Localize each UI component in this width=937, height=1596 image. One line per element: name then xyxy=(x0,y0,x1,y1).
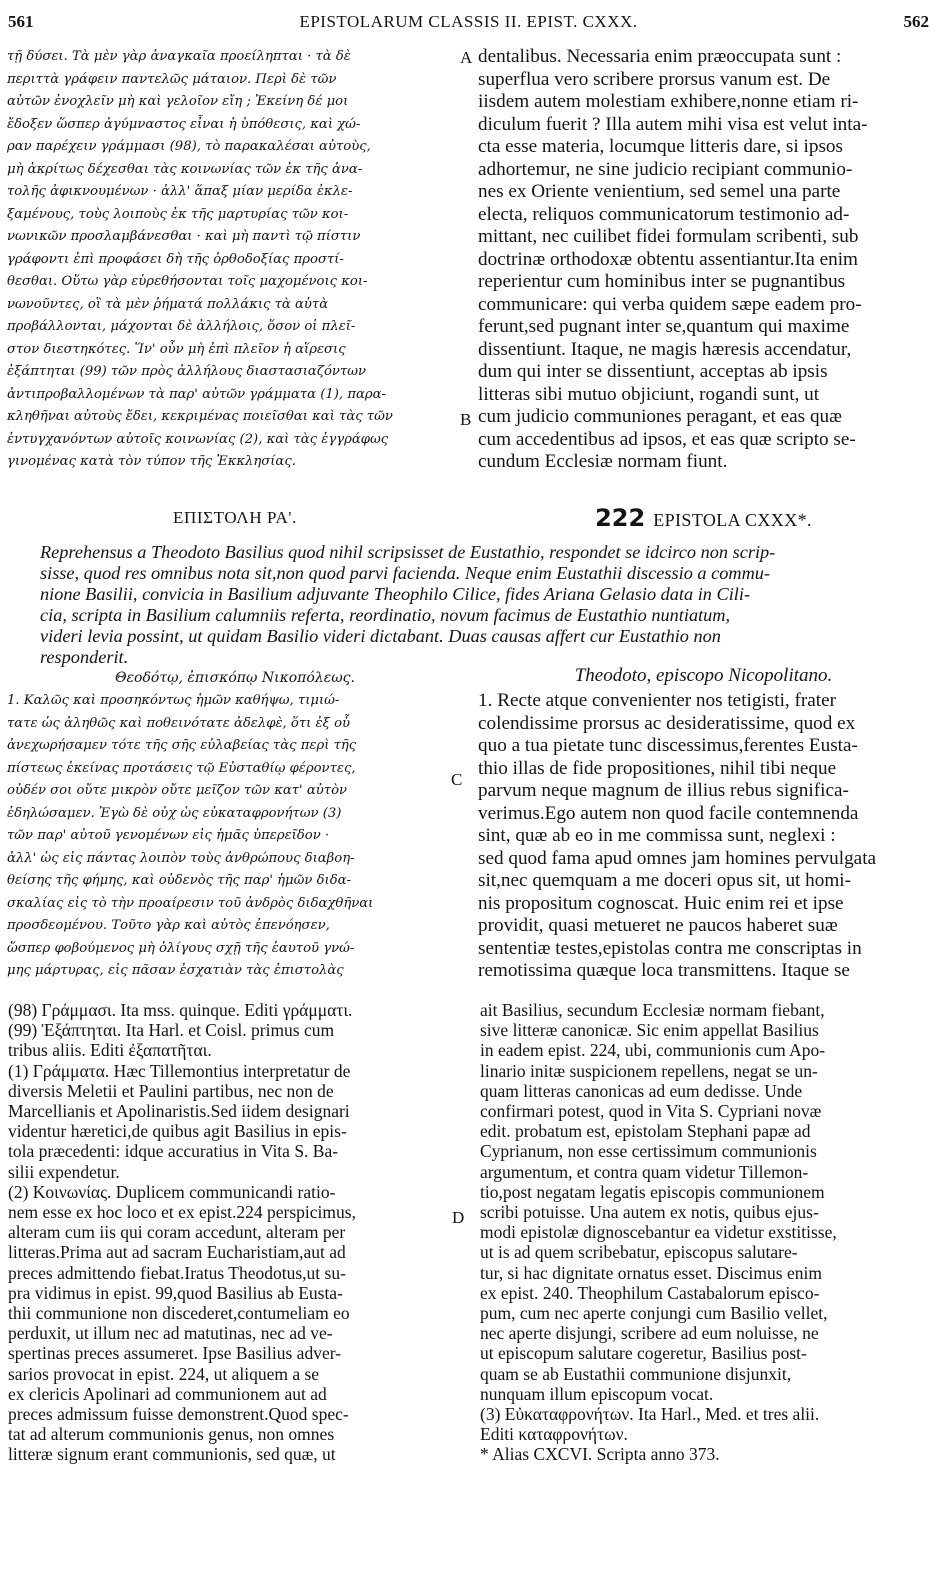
latin-line: litteras sibi mutuo objiciunt, rogandi sunt, ut xyxy=(478,383,820,405)
greek-line: μὴ ἀκρίτως δέχεσθαι τὰς κοινωνίας τῶν ἐκ τῆς ἀνα- xyxy=(7,161,363,177)
footnote-line: sarios provocat in epist. 224, ut aliquem a se xyxy=(8,1363,320,1384)
footnote-line: ut is ad quem scribebatur, episcopus salutare- xyxy=(480,1242,798,1263)
footnote-line: confirmari potest, quod in Vita S. Cypriani novæ xyxy=(480,1101,822,1122)
greek-line: νωνοῦντες, οἳ τὰ μὲν ῥήματά πολλάκις τὰ αὐτὰ xyxy=(7,296,329,312)
footnote-line: preces admissum fuisse demonstrent.Quod spec- xyxy=(8,1404,349,1425)
greek-line: ἀλλ' ὡς εἰς πάντας λοιπὸν τοὺς ἀνθρώπους διαβοη- xyxy=(7,850,355,866)
footnote-line: (98) Γράμμασι. Ita mss. quinque. Editi γράμματι. xyxy=(8,1000,353,1020)
footnote-line: (1) Γράμματα. Hæc Tillemontius interpretatur de xyxy=(8,1060,351,1081)
footnote-line: alteram cum iis qui coram accedunt, alteram per xyxy=(8,1222,346,1243)
footnote-line: tola præcedenti: idque accuratius in Vita S. Ba- xyxy=(8,1141,339,1162)
latin-line: thio illas de fide propositiones, nihil tibi neque xyxy=(478,757,837,779)
latin-line: electa, reliquos communicatorum testimonio ad- xyxy=(478,203,850,225)
greek-line: θείσης τῆς φήμης, καὶ οὐδενὸς τῆς παρ' ἡμῶν διδα- xyxy=(7,873,352,888)
footnote-line: pra vidimus in epist. 99,quod Basilius ab Eusta- xyxy=(8,1282,343,1303)
latin-line: cta esse materia, locumque litteris dare, si ipsos xyxy=(478,136,843,157)
footnote-line: edit. probatum est, epistolam Stephani papæ ad xyxy=(480,1121,811,1142)
footnote-line: pum, cum nec aperte conjungi cum Basilio vellet, xyxy=(480,1303,828,1324)
footnote-line: in eadem epist. 224, ubi, communionis cum Apo- xyxy=(480,1040,826,1061)
greek-line: 1. Καλῶς καὶ προσηκόντως ἡμῶν καθήψω, τιμιώ- xyxy=(7,693,340,708)
footnote-line: nec aperte disjungi, scribere ad eum noluisse, ne xyxy=(480,1323,819,1344)
footnote-line: tio,post negatam legatis episcopis communionem xyxy=(480,1181,825,1202)
latin-line: quo a tua pietate tunc discessimus,ferentes Eusta- xyxy=(478,735,858,756)
greek-line: ἀντιπροβαλλομένων τὰ παρ' αὐτῶν γράμματα (1), παρα- xyxy=(7,386,387,402)
footnotes-left xyxy=(8,1000,448,1465)
footnote-line: thii communione non discederet,contumeliam eo xyxy=(8,1303,350,1324)
footnote-line: modi epistolæ dignoscebantur ea videtur exstitisse, xyxy=(480,1222,837,1243)
latin-text-top xyxy=(478,46,928,474)
footnote-line: perduxit, ut illum nec ad matutinas, nec ad ve- xyxy=(8,1323,333,1344)
greek-line: ἔδοξεν ὥσπερ ἀγύμναστος εἶναι ἡ ὑπόθεσις, καὶ χώ- xyxy=(7,116,361,132)
latin-line: cundum Ecclesiæ normam fiunt. xyxy=(478,451,728,472)
letter-number: 222 xyxy=(595,504,646,532)
latin-line: verimus.Ego autem non quod facile contemnenda xyxy=(478,802,859,824)
greek-line: γράφοντι ἐπὶ προφάσει δὴ τῆς ὀρθοδοξίας προστί- xyxy=(7,251,344,267)
latin-line: nes ex Oriente venientium, sed semel una parte xyxy=(478,181,841,202)
footnote-line: tat ad alterum communionis genus, non omnes xyxy=(8,1424,335,1445)
summary-line: nione Basilii, convicia in Basilium adjuvante Theophilo Cilice, fides Ariana Gelasio data in Cili- xyxy=(40,584,751,604)
summary-line: sisse, quod res omnibus nota sit,non quod parvi facienda. Neque enim Eustathii discessio a commu- xyxy=(40,563,771,583)
greek-line: προσδεομένου. Τοῦτο γὰρ καὶ αὐτὸς ἐπενόησεν, xyxy=(7,918,330,933)
greek-letter-title: ΕΠΙΣΤΟΛΗ ΡΑ'. xyxy=(173,508,297,527)
latin-line: colendissime prorsus ac desideratissime, quod ex xyxy=(478,712,856,734)
footnote-line: tribus aliis. Editi ἐξαπατῆται. xyxy=(8,1040,212,1061)
greek-line: τῶν παρ' αὐτοῦ γενομένων εἰς ἡμᾶς ὑπερεῖδον · xyxy=(7,828,330,843)
greek-line: θεσθαι. Οὕτω γὰρ εὑρεθήσονται τοῖς μαχομένοις κοι- xyxy=(7,274,368,289)
greek-line: ξαμένους, τοὺς λοιποὺς ἐκ τῆς μαρτυρίας τῶν κοι- xyxy=(7,206,349,222)
footnote-line: ex epist. 240. Theophilum Castabalorum episco- xyxy=(480,1282,820,1303)
margin-marker-b: B xyxy=(460,410,472,429)
latin-line: cum judicio communiones peragant, et eas quæ xyxy=(478,406,842,427)
greek-line: σκαλίας εἰς τὸ τὴν προαίρεσιν τοῦ ἀνδρὸς διδαχθῆναι xyxy=(7,895,374,911)
footnote-line: diversis Meletii et Paulini partibus, nec non de xyxy=(8,1080,334,1101)
greek-line: ραν παρέχειν γράμμασι (98), τὸ παρακαλέσαι αὐτοὺς, xyxy=(7,139,371,154)
footnote-line: (2) Κοινωνίας. Duplicem communicandi ratio- xyxy=(8,1181,336,1202)
margin-marker-d: D xyxy=(452,1208,465,1227)
latin-letter-heading: EPISTOLA CXXX*. xyxy=(653,510,812,530)
greek-line: ἐντυγχανόντων αὐτοῖς κοινωνίας (2), καὶ τὰς ἐγγράφως xyxy=(7,431,389,447)
greek-line: προβάλλονται, μάχονται δὲ ἀλλήλοις, ὅσον οἱ πλεῖ- xyxy=(7,319,356,334)
greek-line: ὥσπερ φοβούμενος μὴ ὀλίγους σχῇ τῆς ἑαυτοῦ γνώ- xyxy=(7,940,355,956)
footnote-line: quam litteras canonicas ad eum dedisse. Unde xyxy=(480,1080,803,1101)
greek-line: οὐδέν σοι οὔτε μικρὸν οὔτε μεῖζον τῶν κατ' αὐτὸν xyxy=(7,783,348,798)
latin-address: Theodoto, episcopo Nicopolitano. xyxy=(574,665,833,686)
latin-line: dum qui inter se dissentiunt, acceptas ab ipsis xyxy=(478,361,828,382)
footnote-line: silii expendetur. xyxy=(8,1161,120,1182)
footnote-line: quam se ab Eustathii communione disjunxit, xyxy=(480,1363,792,1384)
summary-line: videri levia possint, ut quidam Basilio videri dictabant. Duas causas affert cur Eustathio non xyxy=(40,626,721,646)
latin-line: communicare: qui verba quidem sæpe eadem pro- xyxy=(478,293,862,315)
footnote-line: Cyprianum, non esse certissimum communionis xyxy=(480,1141,817,1162)
footnote-line: litteræ signum erant communionis, sed quæ, ut xyxy=(8,1444,336,1465)
latin-letter-title xyxy=(470,504,937,532)
page-number-right: 562 xyxy=(903,12,929,31)
greek-line: κληθῆναι αὐτοὺς ἔδει, κεκριμένας ποιεῖσθαι καὶ τὰς τῶν xyxy=(7,409,393,424)
latin-line: 1. Recte atque convenienter nos tetigisti, frater xyxy=(478,690,837,711)
footnote-line: tur, si hac dignitate ornatus esset. Discimus enim xyxy=(480,1262,822,1283)
greek-line: πίστεως ἐκείνας προτάσεις τῷ Εὐσταθίῳ φέροντες, xyxy=(7,760,356,776)
footnote-line: spertinas preces assumeret. Ipse Basilius adver- xyxy=(8,1343,342,1364)
footnote-line: videntur hæretici,de quibus agit Basilius in epis- xyxy=(8,1121,347,1142)
footnote-line: ex clericis Apolinari ad communionem aut ad xyxy=(8,1383,327,1404)
summary-line: Reprehensus a Theodoto Basilius quod nihil scripsisset de Eustathio, respondet se idcirco non scrip- xyxy=(40,542,776,562)
latin-line: dissentiunt. Itaque, ne magis hæresis accendatur, xyxy=(478,338,852,360)
greek-line: τολῆς ἀφικνουμένων · ἀλλ' ἅπαξ μίαν μερίδα ἐκλε- xyxy=(7,184,353,199)
page-number-left: 561 xyxy=(8,12,34,31)
latin-text-body xyxy=(478,690,928,983)
footnote-line: argumentum, et contra quam videtur Tillemon- xyxy=(480,1161,809,1182)
footnote-line: sive litteræ canonicæ. Sic enim appellat Basilius xyxy=(480,1020,819,1041)
latin-line: superflua vero scribere prorsus vanum est. De xyxy=(478,68,831,90)
footnote-line: (99) Ἐξάπτηται. Ita Harl. et Coisl. primus cum xyxy=(8,1020,335,1041)
footnote-line: ut episcopum salutare cogeretur, Basilius post- xyxy=(480,1343,807,1364)
letter-summary xyxy=(40,542,920,668)
footnotes-right xyxy=(480,1000,930,1465)
greek-line: γινομένας κατὰ τὸν τύπον τῆς Ἐκκλησίας. xyxy=(7,454,296,469)
footnote-line: scribi potuisse. Una autem ex notis, quibus ejus- xyxy=(480,1202,819,1223)
footnote-line: nem esse ex hoc loco et ex epist.224 perspicimus, xyxy=(8,1202,356,1223)
margin-marker-a: A xyxy=(460,48,473,67)
latin-line: sint, quæ ab eo in me commissa sunt, neglexi : xyxy=(478,825,836,846)
greek-line: μης μάρτυρας, εἰς πᾶσαν ἐσχατιὰν τὰς ἐπιστολὰς xyxy=(7,963,344,978)
footnote-line: preces admittendo fiebat.Iratus Theodotus,ut su- xyxy=(8,1262,346,1283)
latin-line: sententiæ testes,epistolas contra me conscriptas in xyxy=(478,937,862,959)
summary-line: cia, scripta in Basilium calumniis referta, reordinatio, novum facimus de Eustathio nuntiatum, xyxy=(40,605,731,625)
greek-line: ἐδηλώσαμεν. Ἐγὼ δὲ οὐχ ὡς εὐκαταφρονήτων (3) xyxy=(7,805,342,821)
footnote-line: Marcellianis et Apolinaristis.Sed iidem designari xyxy=(8,1101,350,1122)
footnote-line: litteras.Prima aut ad sacram Eucharistiam,aut ad xyxy=(8,1242,346,1263)
running-header xyxy=(8,12,929,38)
greek-line: τατε ὡς ἀληθῶς καὶ ποθεινότατε ἀδελφὲ, ὅτι ἐξ οὗ xyxy=(7,715,351,731)
footnote-line: * Alias CXCVI. Scripta anno 373. xyxy=(480,1444,720,1465)
latin-line: diculum fuerit ? Illa autem mihi visa est velut inta- xyxy=(478,113,868,135)
latin-line: ferunt,sed pugnant inter se,quantum qui maxime xyxy=(478,316,850,337)
latin-line: sit,nec quemquam a me doceri opus sit, ut homi- xyxy=(478,870,852,891)
latin-line: adhortemur, ne sine judicio recipiant communio- xyxy=(478,158,853,180)
greek-line: τῇ δύσει. Τὰ μὲν γὰρ ἀναγκαῖα προείληπται · τὰ δὲ xyxy=(7,49,351,64)
greek-line: αὐτῶν ἐνοχλεῖν μὴ καὶ γελοῖον εἴη ; Ἐκείνη δέ μοι xyxy=(7,94,349,109)
footnote-line: linario initæ suspicionem repellens, negat se un- xyxy=(480,1060,818,1081)
footnote-line: nunquam illum episcopum vocat. xyxy=(480,1383,714,1404)
latin-line: doctrinæ orthodoxæ obtentu assentiantur.Ita enim xyxy=(478,248,858,270)
greek-text-top xyxy=(7,46,455,474)
summary-line: responderit. xyxy=(40,647,129,667)
latin-line: parvum neque magnum de illius rebus significa- xyxy=(478,780,849,801)
greek-line: νωνικῶν προσλαμβάνεσθαι · καὶ μὴ παντὶ τῷ πίστιν xyxy=(7,229,361,244)
latin-line: reperientur cum hominibus inter se pugnantibus xyxy=(478,271,846,292)
greek-line: ἀνεχωρήσαμεν τότε τῆς σῆς εὐλαβείας τὰς περὶ τῆς xyxy=(7,738,357,753)
footnote-line: Editi καταφρονήτων. xyxy=(480,1424,628,1445)
latin-line: sed quod fama apud omnes jam homines pervulgata xyxy=(478,847,877,869)
latin-line: dentalibus. Necessaria enim præoccupata sunt : xyxy=(478,46,842,67)
greek-line: περιττὰ γράφειν παντελῶς μάταιον. Περὶ δὲ τῶν xyxy=(7,71,337,87)
footnote-line: (3) Εὐκαταφρονήτων. Ita Harl., Med. et tres alii. xyxy=(480,1404,820,1425)
latin-line: remotissima quæque loca transmittens. Itaque se xyxy=(478,960,850,981)
latin-line: nis propositum cognoscat. Huic enim rei et ipse xyxy=(478,892,844,914)
footnote-line: ait Basilius, secundum Ecclesiæ normam fiebant, xyxy=(480,1000,825,1020)
greek-line: στον διεστηκότες. Ἵν' οὖν μὴ ἐπὶ πλεῖον ἡ αἵρεσις xyxy=(7,341,346,357)
latin-line: providit, quasi metueret ne paucos haberet suæ xyxy=(478,915,838,936)
greek-line: ἐξάπτηται (99) τῶν πρὸς ἀλλήλους διαστασιαζόντων xyxy=(7,364,367,379)
latin-line: iisdem autem molestiam exhibere,nonne etiam ri- xyxy=(478,91,859,112)
greek-text-body xyxy=(7,690,455,983)
greek-address: Θεοδότῳ, ἐπισκόπῳ Νικοπόλεως. xyxy=(115,670,355,686)
margin-marker-c: C xyxy=(451,770,463,789)
latin-line: mittant, nec cuilibet fidei formulam scribenti, sub xyxy=(478,226,859,247)
running-title: EPISTOLARUM CLASSIS II. EPIST. CXXX. xyxy=(299,12,638,31)
latin-line: cum accedentibus ad ipsos, et eas quæ scripto se- xyxy=(478,428,856,450)
